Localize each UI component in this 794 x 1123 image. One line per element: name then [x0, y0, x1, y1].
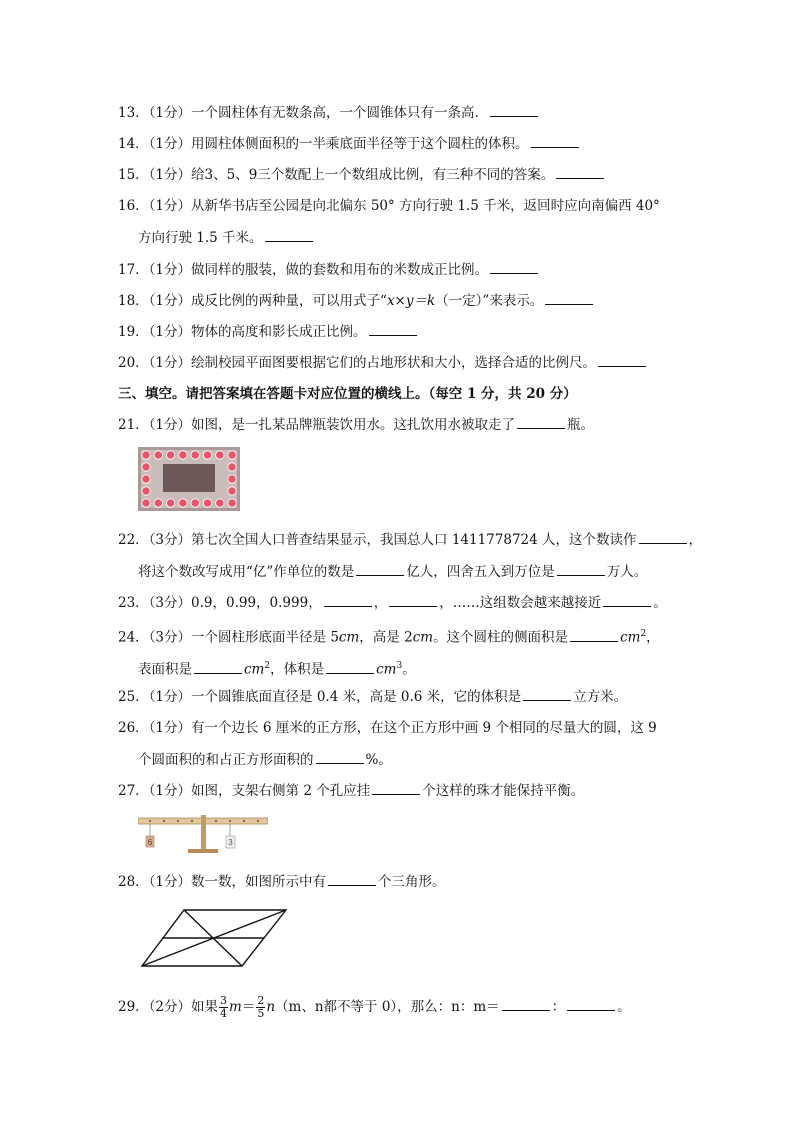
denominator: 5 [257, 1007, 265, 1020]
denominator: 4 [220, 1007, 228, 1020]
variable-n: n [266, 999, 276, 1015]
question-text: （1分）绘制校园平面图要根据它们的占地形状和大小，选择合适的比例尺。 [148, 355, 597, 371]
answer-blank[interactable] [356, 563, 404, 576]
left-weight-label: 6 [147, 838, 153, 847]
punctuation: 。 [617, 999, 631, 1015]
rack-base [188, 849, 218, 853]
question-text: （3分）一个圆柱形底面半径是 5 [148, 629, 339, 646]
bottle-cap [166, 499, 174, 507]
question-text: （1分）如图，支架右侧第 2 个孔应挂 [148, 783, 371, 799]
question-text: （2分）如果 [148, 999, 219, 1015]
question-text: （一定）”来表示。 [435, 293, 544, 309]
answer-blank[interactable] [556, 166, 604, 179]
question-number: 27． [118, 783, 149, 799]
question-text: （1分）物体的高度和影长成正比例。 [148, 324, 367, 340]
question-24-cont [138, 657, 416, 679]
question-21 [118, 416, 594, 434]
question-number: 18． [118, 293, 149, 309]
equals-sign: ＝ [241, 999, 256, 1015]
answer-blank[interactable] [598, 354, 646, 367]
answer-blank[interactable] [557, 563, 605, 576]
superscript: 3 [396, 661, 403, 671]
question-16-cont [138, 229, 315, 247]
question-text: （1分）有一个边长 6 厘米的正方形，在这个正方形中画 9 个相同的尽量大的圆，这 9 [148, 720, 657, 736]
question-text: （1分）一个圆柱体有无数条高，一个圆锥体只有一条高． [148, 105, 489, 121]
bottle-cap [191, 451, 199, 459]
bottle-cap [228, 463, 236, 471]
bottle-cap [179, 499, 187, 507]
bottle-cap [203, 499, 211, 507]
variable-m: m [229, 999, 242, 1015]
right-weight-label: 3 [228, 838, 233, 847]
question-text: 个这样的珠才能保持平衡。 [422, 783, 585, 799]
question-18 [118, 292, 595, 310]
answer-blank[interactable] [324, 594, 372, 607]
bottle-cap [228, 487, 236, 495]
answer-blank[interactable] [326, 661, 374, 674]
answer-blank[interactable] [490, 104, 538, 117]
answer-blank[interactable] [570, 629, 618, 642]
question-number: 21． [118, 417, 149, 433]
unit: cm [338, 629, 360, 646]
unit: cm [376, 661, 397, 678]
answer-blank[interactable] [545, 292, 593, 305]
question-28 [118, 873, 446, 891]
question-number: 17． [118, 262, 149, 278]
question-number: 24． [118, 629, 149, 646]
question-27 [118, 782, 584, 800]
bottle-cap [216, 451, 224, 459]
question-number: 25． [118, 689, 149, 705]
question-text: （1分）给3、5、9三个数配上一个数组成比例，有三种不同的答案。 [148, 167, 555, 183]
question-23 [118, 594, 667, 612]
balance-rack-image [138, 815, 268, 855]
question-number: 15． [118, 167, 149, 183]
question-text: （1分）一个圆锥底面直径是 0.4 米，高是 0.6 米，它的体积是 [148, 689, 522, 705]
removed-area [163, 464, 215, 492]
triangle-counting-figure [140, 906, 290, 970]
water-bottle-pack-image [138, 447, 240, 511]
numerator: 3 [220, 994, 228, 1007]
bottle-cap [191, 499, 199, 507]
punctuation: ， [646, 629, 660, 646]
unit: cm [244, 661, 265, 678]
question-text: （1分）做同样的服装，做的套数和用布的米数成正比例。 [148, 262, 489, 278]
question-text: （1分）数一数，如图所示中有 [148, 874, 327, 890]
question-text: 。这个圆柱的侧面积是 [433, 629, 569, 646]
bottle-cap [216, 499, 224, 507]
bottle-cap [142, 499, 150, 507]
question-text: 方向行驶 1.5 千米。 [138, 230, 263, 246]
question-22 [118, 531, 702, 549]
question-text: （3分）0.9，0.99，0.999， [148, 595, 322, 611]
question-17 [118, 261, 540, 279]
question-text: （1分）用圆柱体侧面积的一半乘底面半径等于这个圆柱的体积。 [148, 136, 529, 152]
question-text: ，体积是 [270, 661, 325, 678]
question-25 [118, 688, 627, 706]
question-text: 将这个数改写成用“亿”作单位的数是 [138, 564, 355, 580]
question-19 [118, 323, 419, 341]
bottle-cap [179, 451, 187, 459]
question-26-cont [138, 751, 392, 769]
answer-blank[interactable] [531, 135, 579, 148]
fraction-2-5 [256, 995, 265, 1020]
question-number: 16． [118, 198, 149, 214]
punctuation: ， [688, 532, 702, 548]
question-text: ，……这组数会越来越接近 [439, 595, 602, 611]
question-text: （1分）从新华书店至公园是向北偏东 50° 方向行驶 1.5 千米，返回时应向南偏西 40° [148, 198, 660, 214]
bottle-cap [142, 475, 150, 483]
question-number: 26． [118, 720, 149, 736]
punctuation: 。 [653, 595, 667, 611]
question-number: 28． [118, 874, 149, 890]
question-number: 13． [118, 105, 149, 121]
answer-blank[interactable] [316, 751, 364, 764]
answer-blank[interactable] [639, 531, 687, 544]
bottle-cap [142, 487, 150, 495]
question-text: ，高是 2 [359, 629, 413, 646]
answer-blank[interactable] [369, 323, 417, 336]
bottle-cap [203, 451, 211, 459]
punctuation: 。 [402, 661, 416, 678]
bottle-cap [228, 451, 236, 459]
answer-blank[interactable] [603, 594, 651, 607]
bottle-cap [166, 451, 174, 459]
question-24 [118, 625, 660, 647]
answer-blank[interactable] [523, 688, 571, 701]
question-number: 14． [118, 136, 149, 152]
question-20 [118, 354, 648, 372]
bottle-cap [142, 463, 150, 471]
question-29 [118, 993, 631, 1021]
answer-blank[interactable] [372, 782, 420, 795]
unit: cm [412, 629, 434, 646]
question-text: 瓶。 [567, 417, 595, 433]
formula: x×y＝k [386, 293, 436, 309]
answer-blank[interactable] [389, 594, 437, 607]
answer-blank[interactable] [502, 998, 550, 1011]
question-14 [118, 135, 581, 153]
question-number: 19． [118, 324, 149, 340]
question-13 [118, 104, 540, 122]
bottle-cap [228, 499, 236, 507]
question-text: 立方米。 [573, 689, 628, 705]
fraction-3-4 [219, 995, 228, 1020]
question-number: 23． [118, 595, 149, 611]
bottle-cap [228, 475, 236, 483]
bottle-cap [142, 451, 150, 459]
answer-blank[interactable] [517, 416, 565, 429]
punctuation: ， [373, 595, 388, 611]
question-text: （1分）如图，是一扎某品牌瓶装饮用水。这扎饮用水被取走了 [148, 417, 516, 433]
question-number: 22． [118, 532, 149, 548]
answer-blank[interactable] [328, 873, 376, 886]
answer-blank[interactable] [265, 229, 313, 242]
punctuation: ： [551, 999, 566, 1015]
unit: cm [620, 629, 641, 646]
question-number: 20． [118, 355, 149, 371]
rack-post [201, 815, 206, 850]
question-26 [118, 719, 657, 737]
answer-blank[interactable] [194, 661, 242, 674]
bottle-cap [154, 499, 162, 507]
section-title: 三、填空。请把答案填在答题卡对应位置的横线上。（每空 1 分，共 20 分） [118, 386, 577, 402]
question-16 [118, 197, 660, 215]
question-text: （1分）成反比例的两种量，可以用式子“ [148, 293, 387, 309]
numerator: 2 [257, 994, 265, 1007]
question-text: 个三角形。 [378, 874, 446, 890]
question-22-cont [138, 563, 647, 581]
question-15 [118, 166, 606, 184]
superscript: 2 [264, 661, 271, 671]
question-text: 表面积是 [138, 661, 192, 678]
bottle-cap [154, 451, 162, 459]
question-text: （m、n都不等于 0），那么：n：m＝ [275, 999, 500, 1015]
question-text: 亿人，四舍五入到万位是 [406, 564, 555, 580]
superscript: 2 [640, 629, 647, 639]
question-text: %。 [365, 752, 392, 768]
question-text: 个圆面积的和占正方形面积的 [138, 752, 314, 768]
question-text: （3分）第七次全国人口普查结果显示，我国总人口 1411778724 人，这个数读作 [148, 532, 637, 548]
answer-blank[interactable] [490, 261, 538, 274]
question-number: 29． [118, 999, 149, 1015]
answer-blank[interactable] [567, 998, 615, 1011]
question-text: 万人。 [606, 564, 648, 580]
